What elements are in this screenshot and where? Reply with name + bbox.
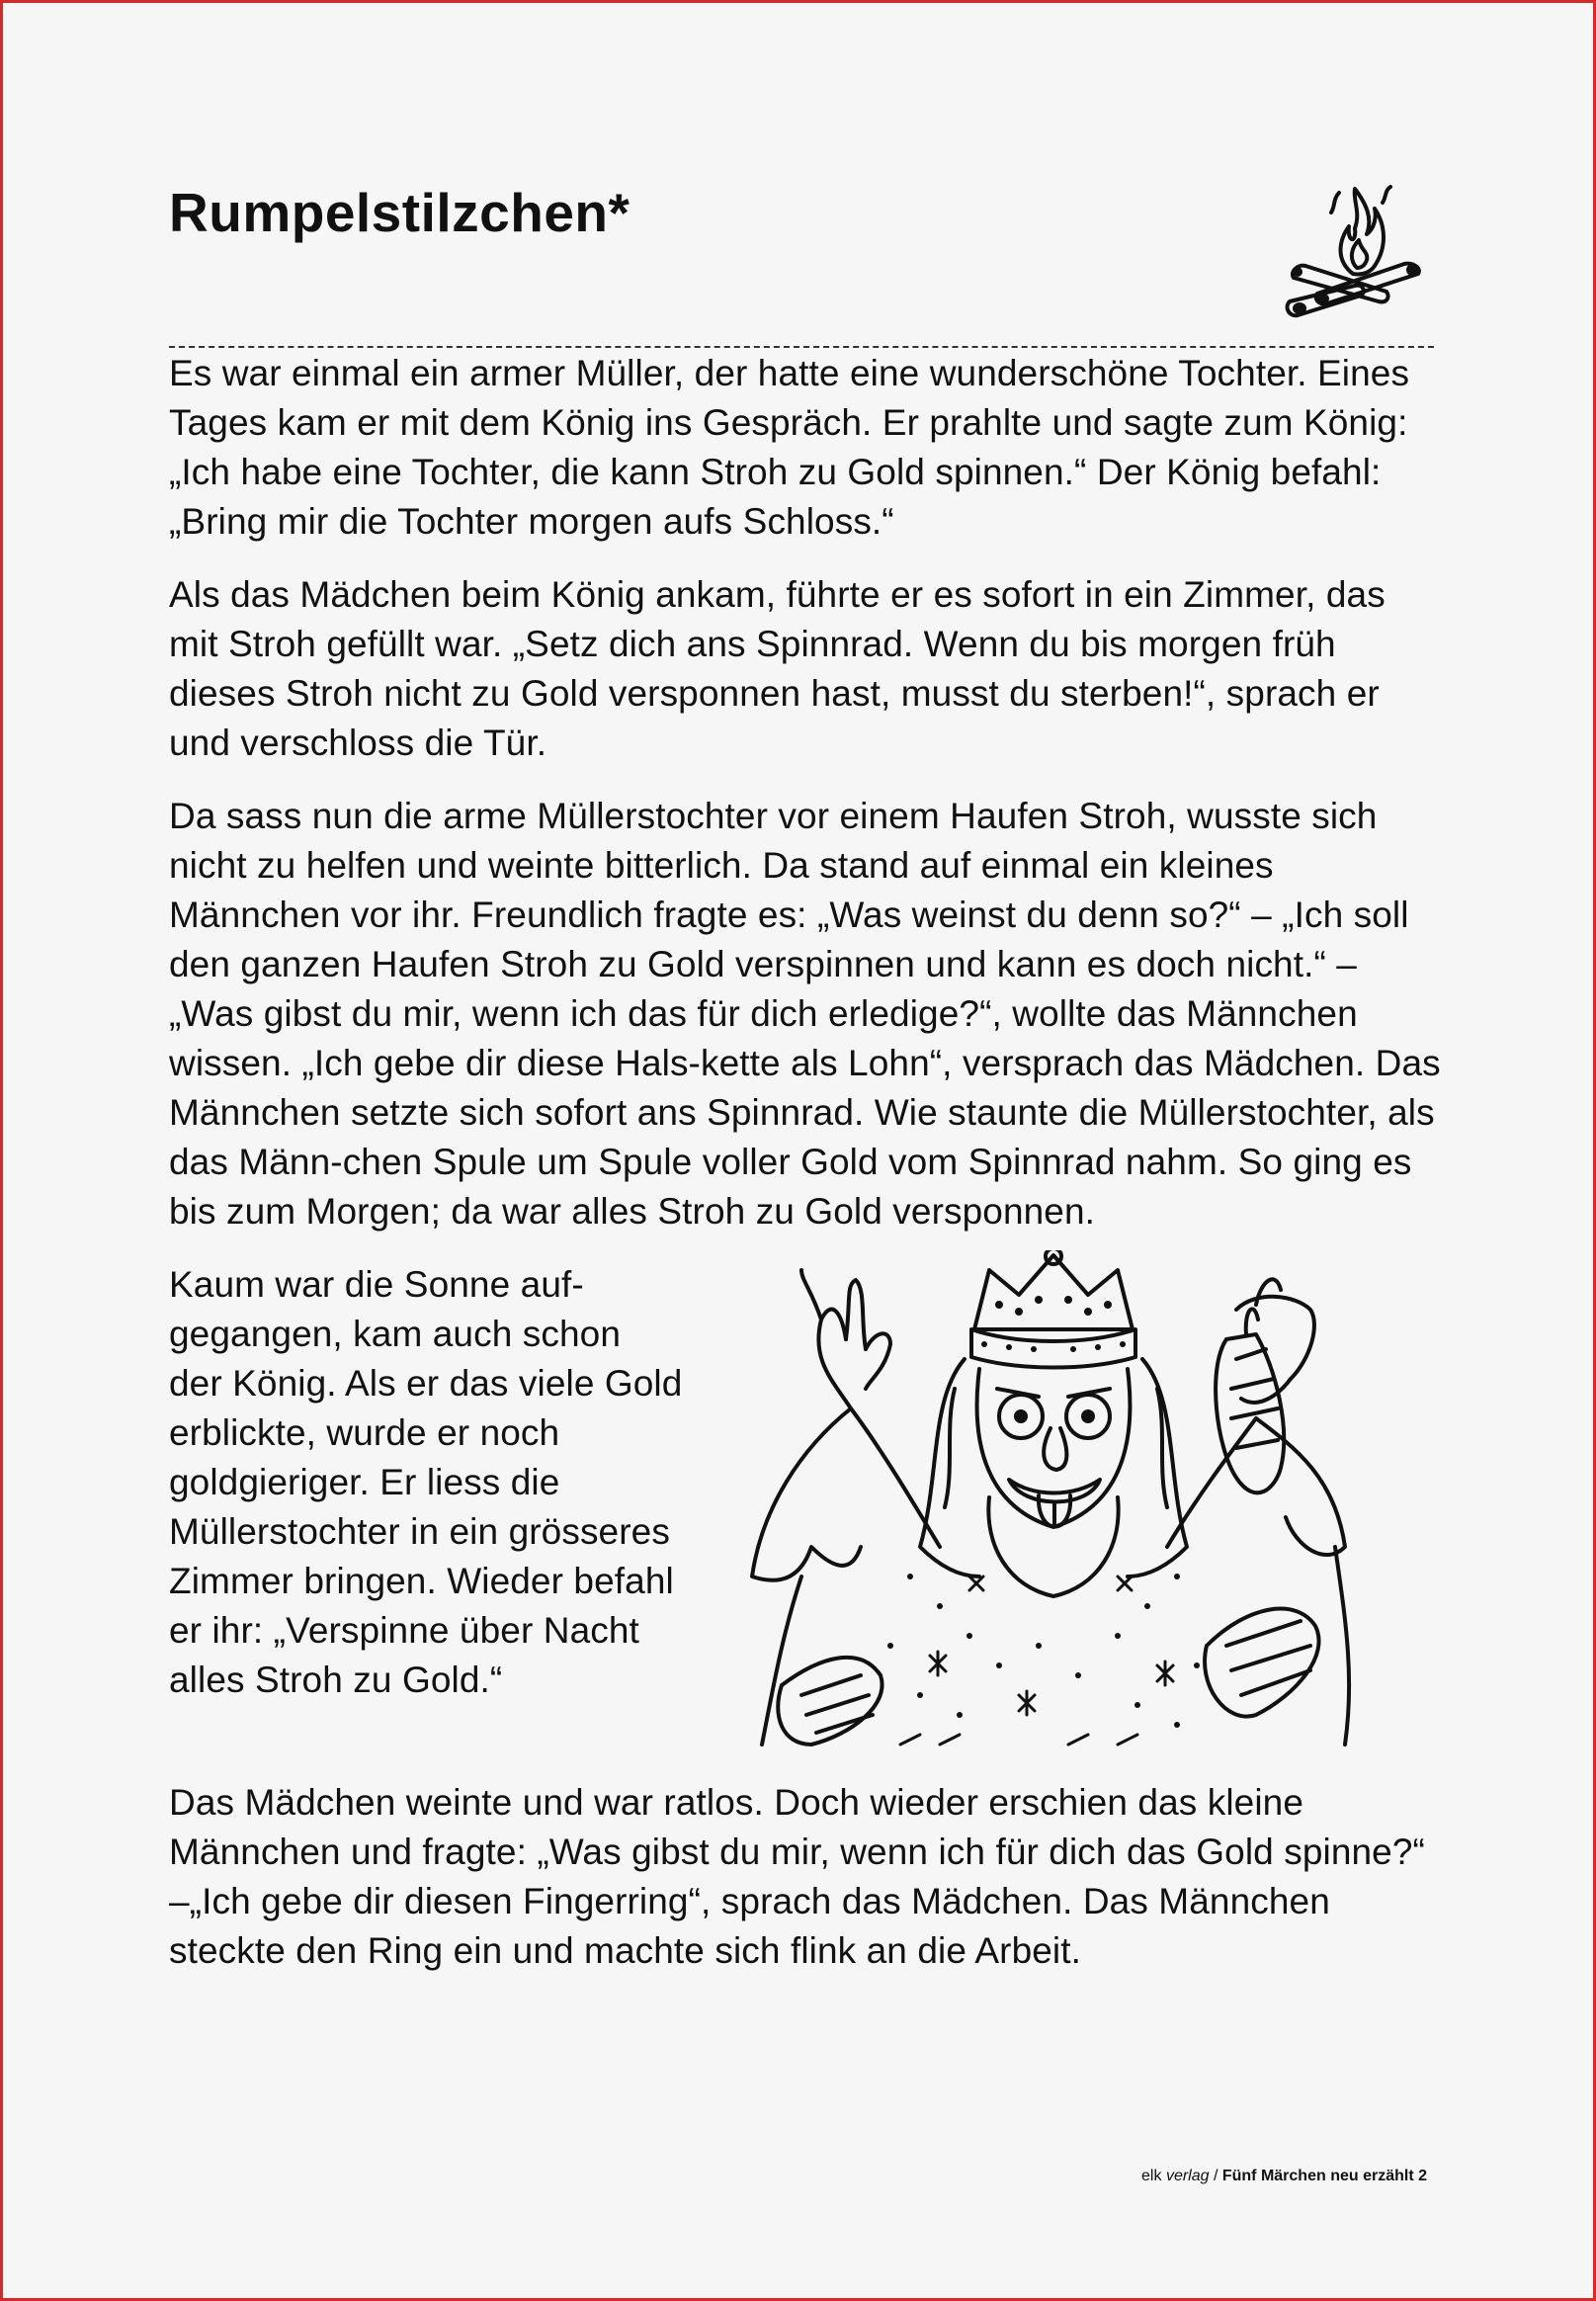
paragraph-5: Das Mädchen weinte und war ratlos. Doch wieder erschien das kleine Männchen und fragte: „Was gibst du mir, wenn ich für dich das Gold spinne?“ –„Ich gebe dir diesen Fingerring“, sprach das Mädchen. Das Männchen steckte den Ring ein und machte sich flink an die Arbeit. <box>169 1782 1425 1971</box>
text-with-illustration <box>169 1260 1444 1754</box>
publisher-credit <box>1141 2168 1427 2185</box>
page-title: Rumpelstilzchen* <box>169 182 630 243</box>
paragraph-4: Kaum war die Sonne auf-gegangen, kam auch schon der König. Als er das viele Gold erblickte, wurde er noch goldgieriger. Er liess die Müllerstochter in ein grösseres Zimmer bringen. Wieder befahl er ihr: „Verspinne über Nacht alles Stroh zu Gold.“ <box>169 1264 683 1700</box>
publisher-name: elk <box>1141 2168 1162 2184</box>
story-body <box>169 349 1444 1976</box>
paragraph-3: Da sass nun die arme Müllerstochter vor einem Haufen Stroh, wusste sich nicht zu helfen und weinte bitterlich. Da stand auf einmal ein kleines Männchen vor ihr. Freundlich fragte es: „Was weinst du denn so?“ – „Ich soll den ganzen Haufen Stroh zu Gold verspinnen und kann es doch nicht.“ – „Was gibst du mir, wenn ich das für dich erledige?“, wollte das Männchen wissen. „Ich gebe dir diese Hals-kette als Lohn“, versprach das Mädchen. Das Männchen setzte sich sofort ans Spinnrad. Wie staunte die Müllerstochter, als das Männ-chen Spule um Spule voller Gold vom Spinnrad nahm. So ging es bis zum Morgen; da war alles Stroh zu Gold versponnen. <box>169 796 1441 1232</box>
credit-separator: / <box>1209 2168 1222 2184</box>
publisher-name-italic: verlag <box>1165 2168 1210 2184</box>
title-divider <box>169 346 1434 348</box>
campfire-icon <box>1284 183 1428 321</box>
paragraph-2: Als das Mädchen beim König ankam, führte er es sofort in ein Zimmer, das mit Stroh gefüllt war. „Setz dich ans Spinnrad. Wenn du bis morgen früh dieses Stroh nicht zu Gold versponnen hast, musst du sterben!“, sprach er und verschloss die Tür. <box>169 574 1386 763</box>
rumpelstiltskin-illustration <box>742 1250 1375 1754</box>
book-title: Fünf Märchen neu erzählt 2 <box>1221 2168 1427 2184</box>
paragraph-1: Es war einmal ein armer Müller, der hatte eine wunderschöne Tochter. Eines Tages kam er mit dem König ins Gespräch. Er prahlte und sagte zum König: „Ich habe eine Tochter, die kann Stroh zu Gold spinnen.“ Der König befahl: „Bring mir die Tochter morgen aufs Schloss.“ <box>169 353 1410 542</box>
